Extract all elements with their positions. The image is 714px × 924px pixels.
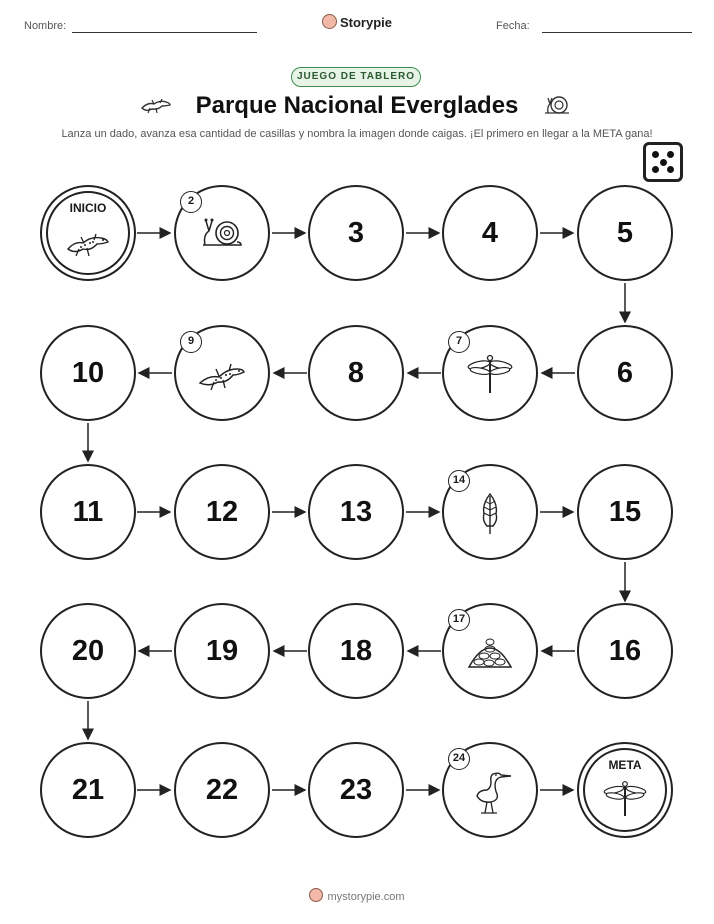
start-label: INICIO	[69, 201, 107, 215]
footer-url[interactable]: mystorypie.com	[327, 891, 405, 903]
board-space[interactable]	[577, 185, 673, 281]
space-number: 13	[339, 496, 373, 528]
game-type-badge: JUEGO DE TABLERO	[291, 67, 421, 87]
board-space[interactable]	[577, 464, 673, 560]
space-number: 22	[205, 774, 239, 806]
space-number: 14	[448, 470, 470, 492]
board-space[interactable]	[308, 464, 404, 560]
board-space[interactable]	[40, 603, 136, 699]
brand-name: Storypie	[339, 15, 392, 30]
space-number: 20	[71, 635, 105, 667]
space-number: 10	[71, 357, 105, 389]
board-space[interactable]	[442, 325, 538, 421]
board-space[interactable]	[442, 742, 538, 838]
space-number: 15	[608, 496, 642, 528]
space-number: 21	[71, 774, 105, 806]
instructions: Lanza un dado, avanza esa cantidad de casillas y nombra la imagen donde caigas. ¡El primero en llegar a la META gana!	[61, 128, 653, 140]
board-space[interactable]	[174, 185, 270, 281]
lizard-icon	[197, 349, 247, 399]
snail-icon	[197, 209, 247, 259]
board-space[interactable]	[577, 325, 673, 421]
plant-icon	[465, 488, 515, 538]
space-number: 2	[180, 191, 202, 213]
board-space[interactable]	[40, 325, 136, 421]
board-space[interactable]	[442, 185, 538, 281]
start-space[interactable]	[40, 185, 136, 281]
board-space[interactable]	[442, 603, 538, 699]
board-space[interactable]	[40, 464, 136, 560]
space-number: 17	[448, 609, 470, 631]
goal-space[interactable]	[577, 742, 673, 838]
date-label: Fecha:	[496, 20, 530, 32]
space-number: 5	[616, 217, 634, 249]
space-number: 24	[448, 748, 470, 770]
board-space[interactable]	[308, 603, 404, 699]
name-label: Nombre:	[24, 20, 67, 32]
board-space[interactable]	[442, 464, 538, 560]
board-space[interactable]	[308, 185, 404, 281]
bear-logo-icon	[309, 888, 323, 902]
board-space[interactable]	[174, 603, 270, 699]
space-number: 6	[616, 357, 634, 389]
board-space[interactable]	[40, 742, 136, 838]
board-space[interactable]	[174, 742, 270, 838]
heron-icon	[465, 766, 515, 816]
board-space[interactable]	[577, 603, 673, 699]
space-number: 23	[339, 774, 373, 806]
oyster-icon	[465, 627, 515, 677]
space-number: 4	[481, 217, 499, 249]
board-space[interactable]	[174, 464, 270, 560]
space-number: 8	[347, 357, 365, 389]
page-title: Parque Nacional Everglades	[195, 92, 519, 119]
dragonfly-icon	[602, 778, 648, 818]
space-number: 19	[205, 635, 239, 667]
board-space[interactable]	[308, 742, 404, 838]
dragonfly-icon	[465, 349, 515, 399]
lizard-icon	[65, 221, 111, 261]
space-number: 11	[72, 496, 104, 528]
space-number: 9	[180, 331, 202, 353]
space-number: 18	[339, 635, 373, 667]
board-space[interactable]	[308, 325, 404, 421]
board-space[interactable]	[174, 325, 270, 421]
footer	[0, 888, 714, 903]
space-number: 7	[448, 331, 470, 353]
space-number: 12	[205, 496, 239, 528]
space-number: 16	[608, 635, 642, 667]
space-number: 3	[347, 217, 365, 249]
goal-label: META	[608, 758, 642, 772]
